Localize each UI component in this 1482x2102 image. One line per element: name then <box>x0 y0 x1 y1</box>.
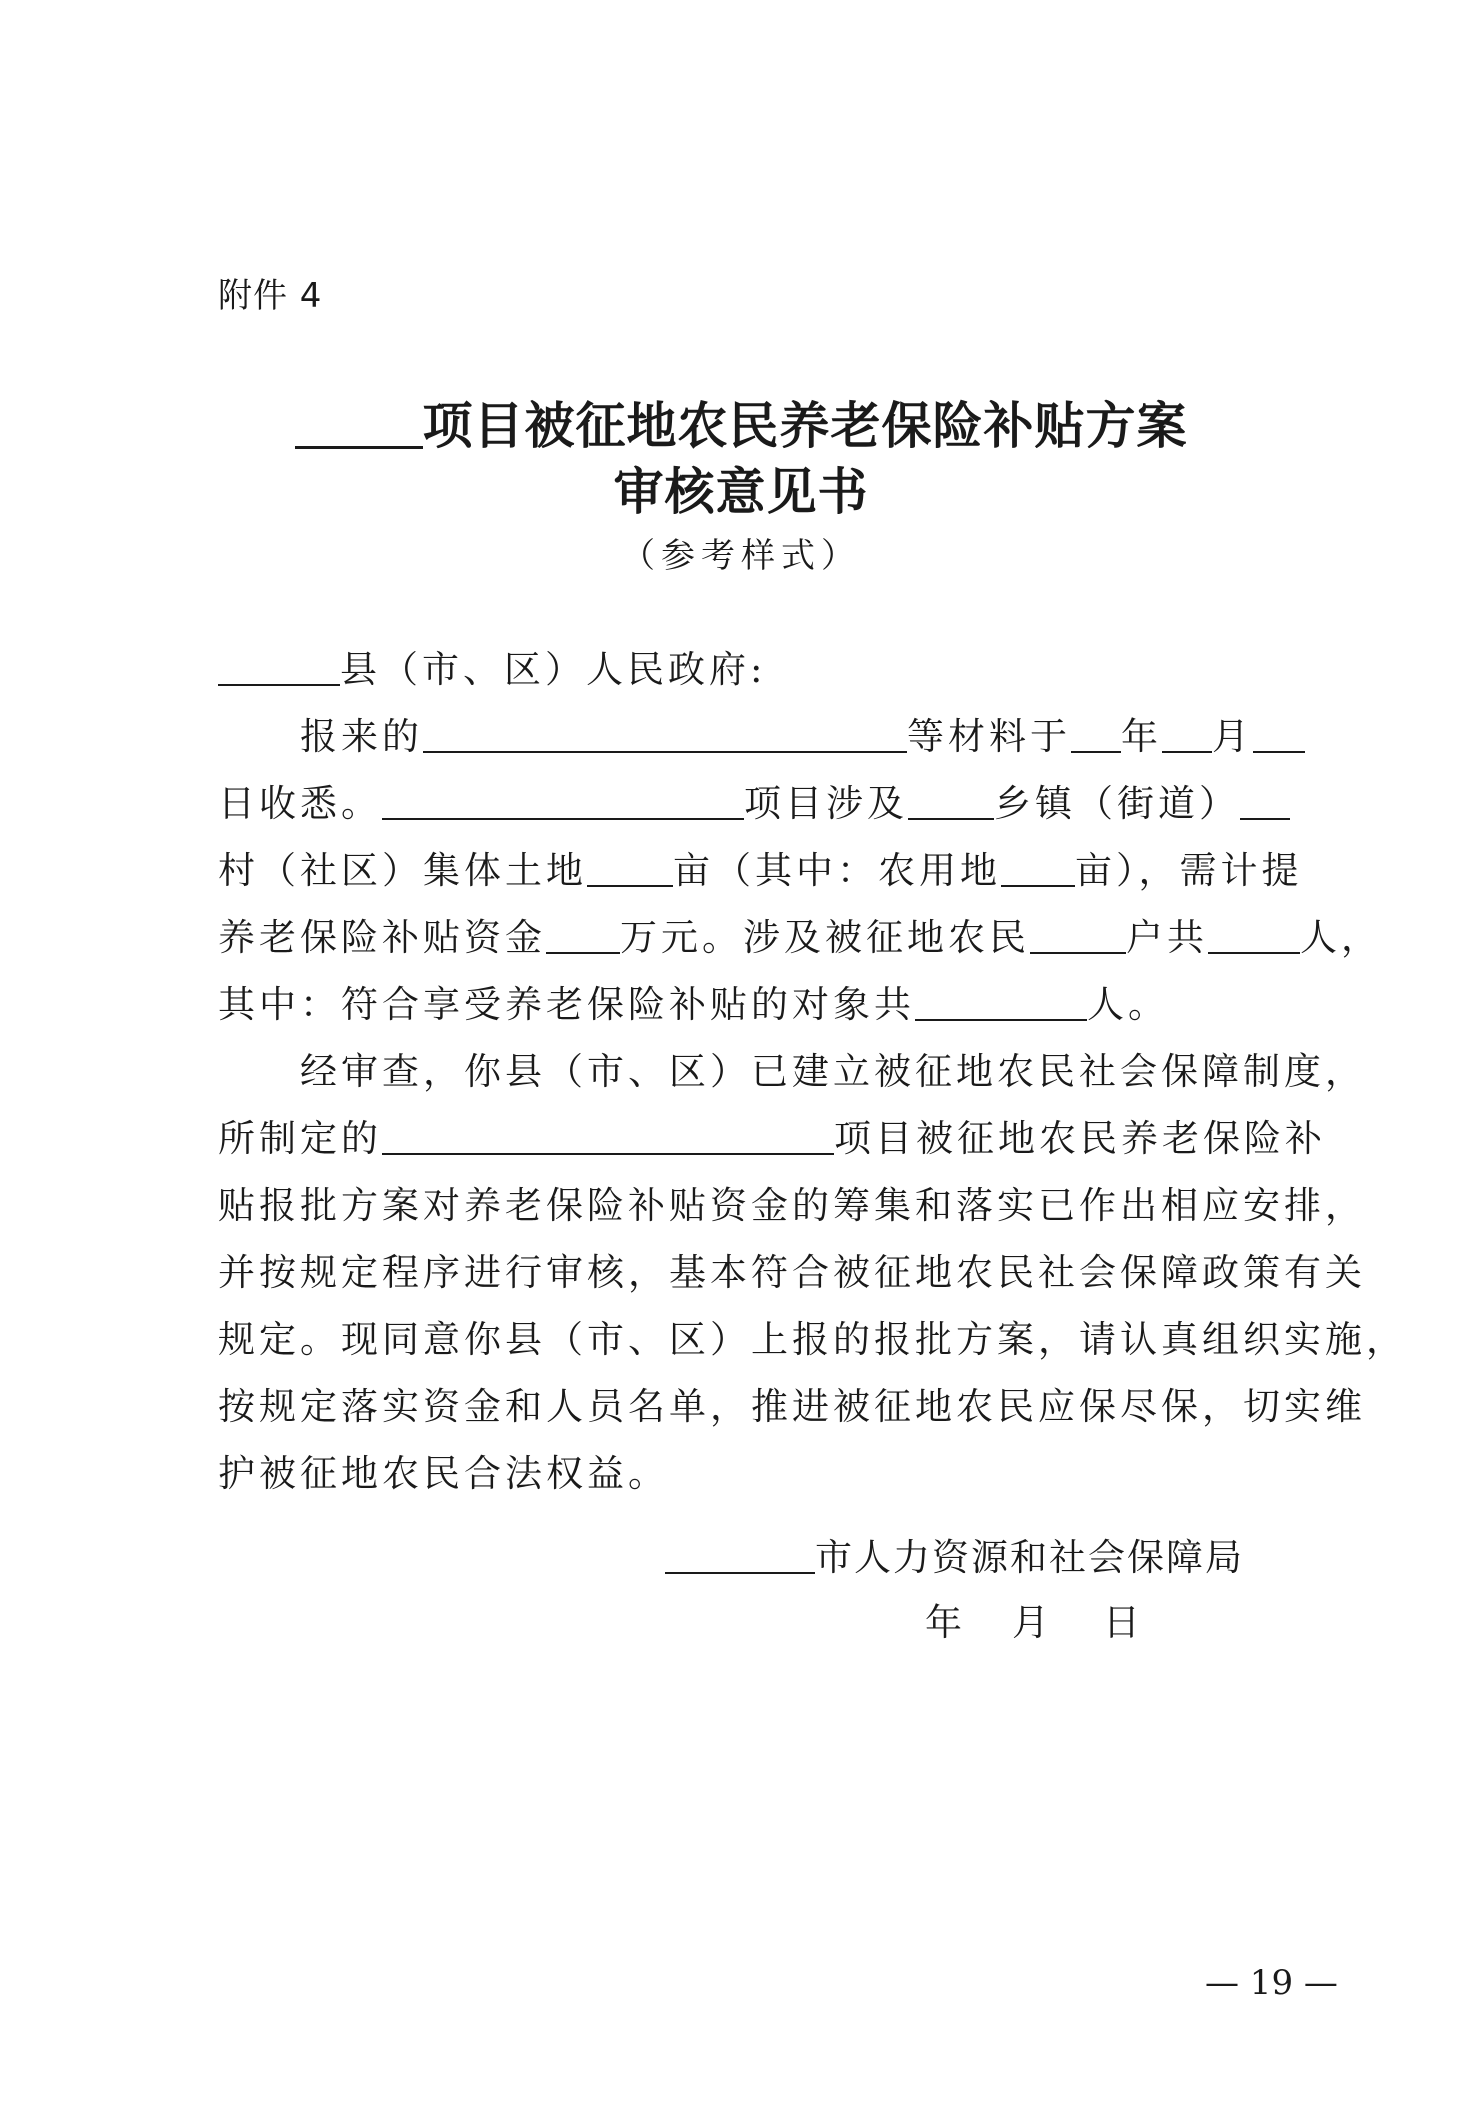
text: 人， <box>1300 916 1382 959</box>
city-blank <box>665 1542 815 1574</box>
para2-line2 <box>218 1117 1326 1160</box>
signature-org <box>665 1527 1244 1581</box>
date-month: 月 <box>1012 1601 1049 1644</box>
para2-line1: 经审查，你县（市、区）已建立被征地农民社会保障制度， <box>300 1050 1366 1093</box>
text: 乡镇（街道） <box>994 782 1240 825</box>
text: 项目被征地农民养老保险补 <box>834 1117 1326 1160</box>
para2-line5: 规定。现同意你县（市、区）上报的报批方案，请认真组织实施， <box>218 1318 1407 1361</box>
text: 户共 <box>1126 916 1208 959</box>
township-count-blank <box>908 788 994 820</box>
document-subtitle: （参考样式） <box>621 536 861 576</box>
eligible-count-blank <box>915 989 1087 1021</box>
text: 所制定的 <box>218 1117 382 1160</box>
date-year: 年 <box>925 1601 962 1644</box>
addressee-line <box>218 648 767 691</box>
text: 村（社区）集体土地 <box>218 849 587 892</box>
attachment-label: 附件 4 <box>218 276 323 316</box>
para1-line2 <box>218 782 1290 825</box>
signature-date <box>925 1592 1140 1646</box>
village-count-blank <box>1240 788 1290 820</box>
year-blank <box>1071 721 1121 753</box>
addressee-text: 县（市、区）人民政府: <box>340 648 767 691</box>
text: 等材料于 <box>907 715 1071 758</box>
text: 市人力资源和社会保障局 <box>815 1536 1244 1579</box>
para1-line3 <box>218 849 1303 892</box>
county-blank <box>218 654 340 686</box>
para2-line4: 并按规定程序进行审核，基本符合被征地农民社会保障政策有关 <box>218 1251 1366 1294</box>
project-blank <box>382 788 744 820</box>
date-day: 日 <box>1103 1601 1140 1644</box>
para1-line5 <box>218 983 1169 1026</box>
text: 报来的 <box>300 715 423 758</box>
page-number: — 19 — <box>1205 1963 1338 2003</box>
project-name-blank <box>295 416 423 449</box>
material-blank <box>423 721 907 753</box>
month-blank <box>1162 721 1212 753</box>
para2-line6: 按规定落实资金和人员名单，推进被征地农民应保尽保，切实维 <box>218 1385 1366 1428</box>
text: 亩（其中：农用地 <box>673 849 1001 892</box>
document-title-line2: 审核意见书 <box>613 463 869 521</box>
document-title-line1 <box>0 386 1482 458</box>
text: 养老保险补贴资金 <box>218 916 546 959</box>
text: 其中：符合享受养老保险补贴的对象共 <box>218 983 915 1026</box>
fund-amount-blank <box>546 922 620 954</box>
text: 日收悉。 <box>218 782 382 825</box>
text: 年 <box>1121 715 1162 758</box>
farmland-blank <box>1001 855 1075 887</box>
land-area-blank <box>587 855 673 887</box>
text: 亩），需计提 <box>1075 849 1303 892</box>
title-text: 项目被征地农民养老保险补贴方案 <box>422 397 1188 455</box>
household-blank <box>1030 922 1126 954</box>
day-blank <box>1253 721 1305 753</box>
text: 万元。涉及被征地农民 <box>620 916 1030 959</box>
people-blank <box>1208 922 1300 954</box>
text: 项目涉及 <box>744 782 908 825</box>
text: 人。 <box>1087 983 1169 1026</box>
para2-line7: 护被征地农民合法权益。 <box>218 1452 669 1495</box>
plan-name-blank <box>382 1123 834 1155</box>
para1-line4 <box>218 916 1382 959</box>
text: 月 <box>1212 715 1253 758</box>
para1-line1 <box>300 715 1305 758</box>
para2-line3: 贴报批方案对养老保险补贴资金的筹集和落实已作出相应安排， <box>218 1184 1366 1227</box>
